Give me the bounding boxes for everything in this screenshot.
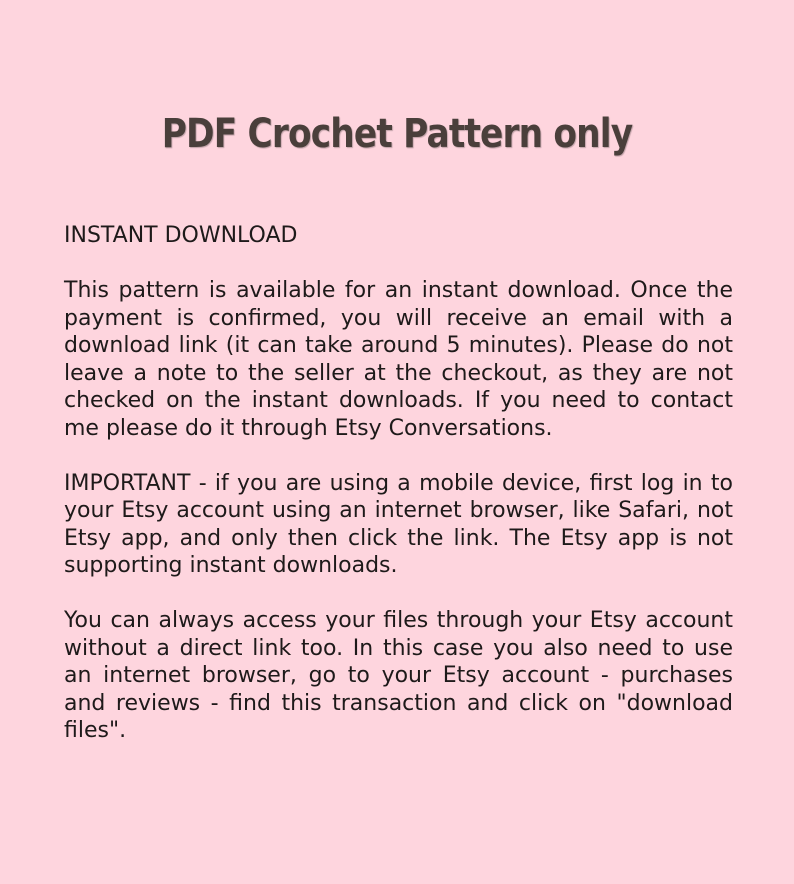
document-body: [64, 222, 733, 772]
section-heading: INSTANT DOWNLOAD: [64, 223, 298, 248]
page-title: PDF Crochet Pattern only: [161, 111, 633, 157]
important-label: IMPORTANT: [64, 470, 191, 496]
paragraph-instant-download: This pattern is available for an instant download. Once the payment is confirmed, you will receive an email with a download link (it can take around 5 minutes). Please do not leave a note to the seller at the checkout, as they are not checked on the instant downloads. If you need to contact me please do it through Etsy Conversations.: [64, 278, 733, 441]
important-text: - if you are using a mobile device, first log in to your Etsy account using an internet browser, like Safari, not Etsy app, and only then click the link. The Etsy app is not supporting instant downloads.: [64, 470, 733, 578]
paragraph-access-files: You can always access your files through your Etsy account without a direct link too. In this case you also need to use an internet browser, go to your Etsy account - purchases and reviews - find this transaction and click on "download files".: [64, 608, 733, 743]
paragraph-important: [64, 470, 733, 580]
